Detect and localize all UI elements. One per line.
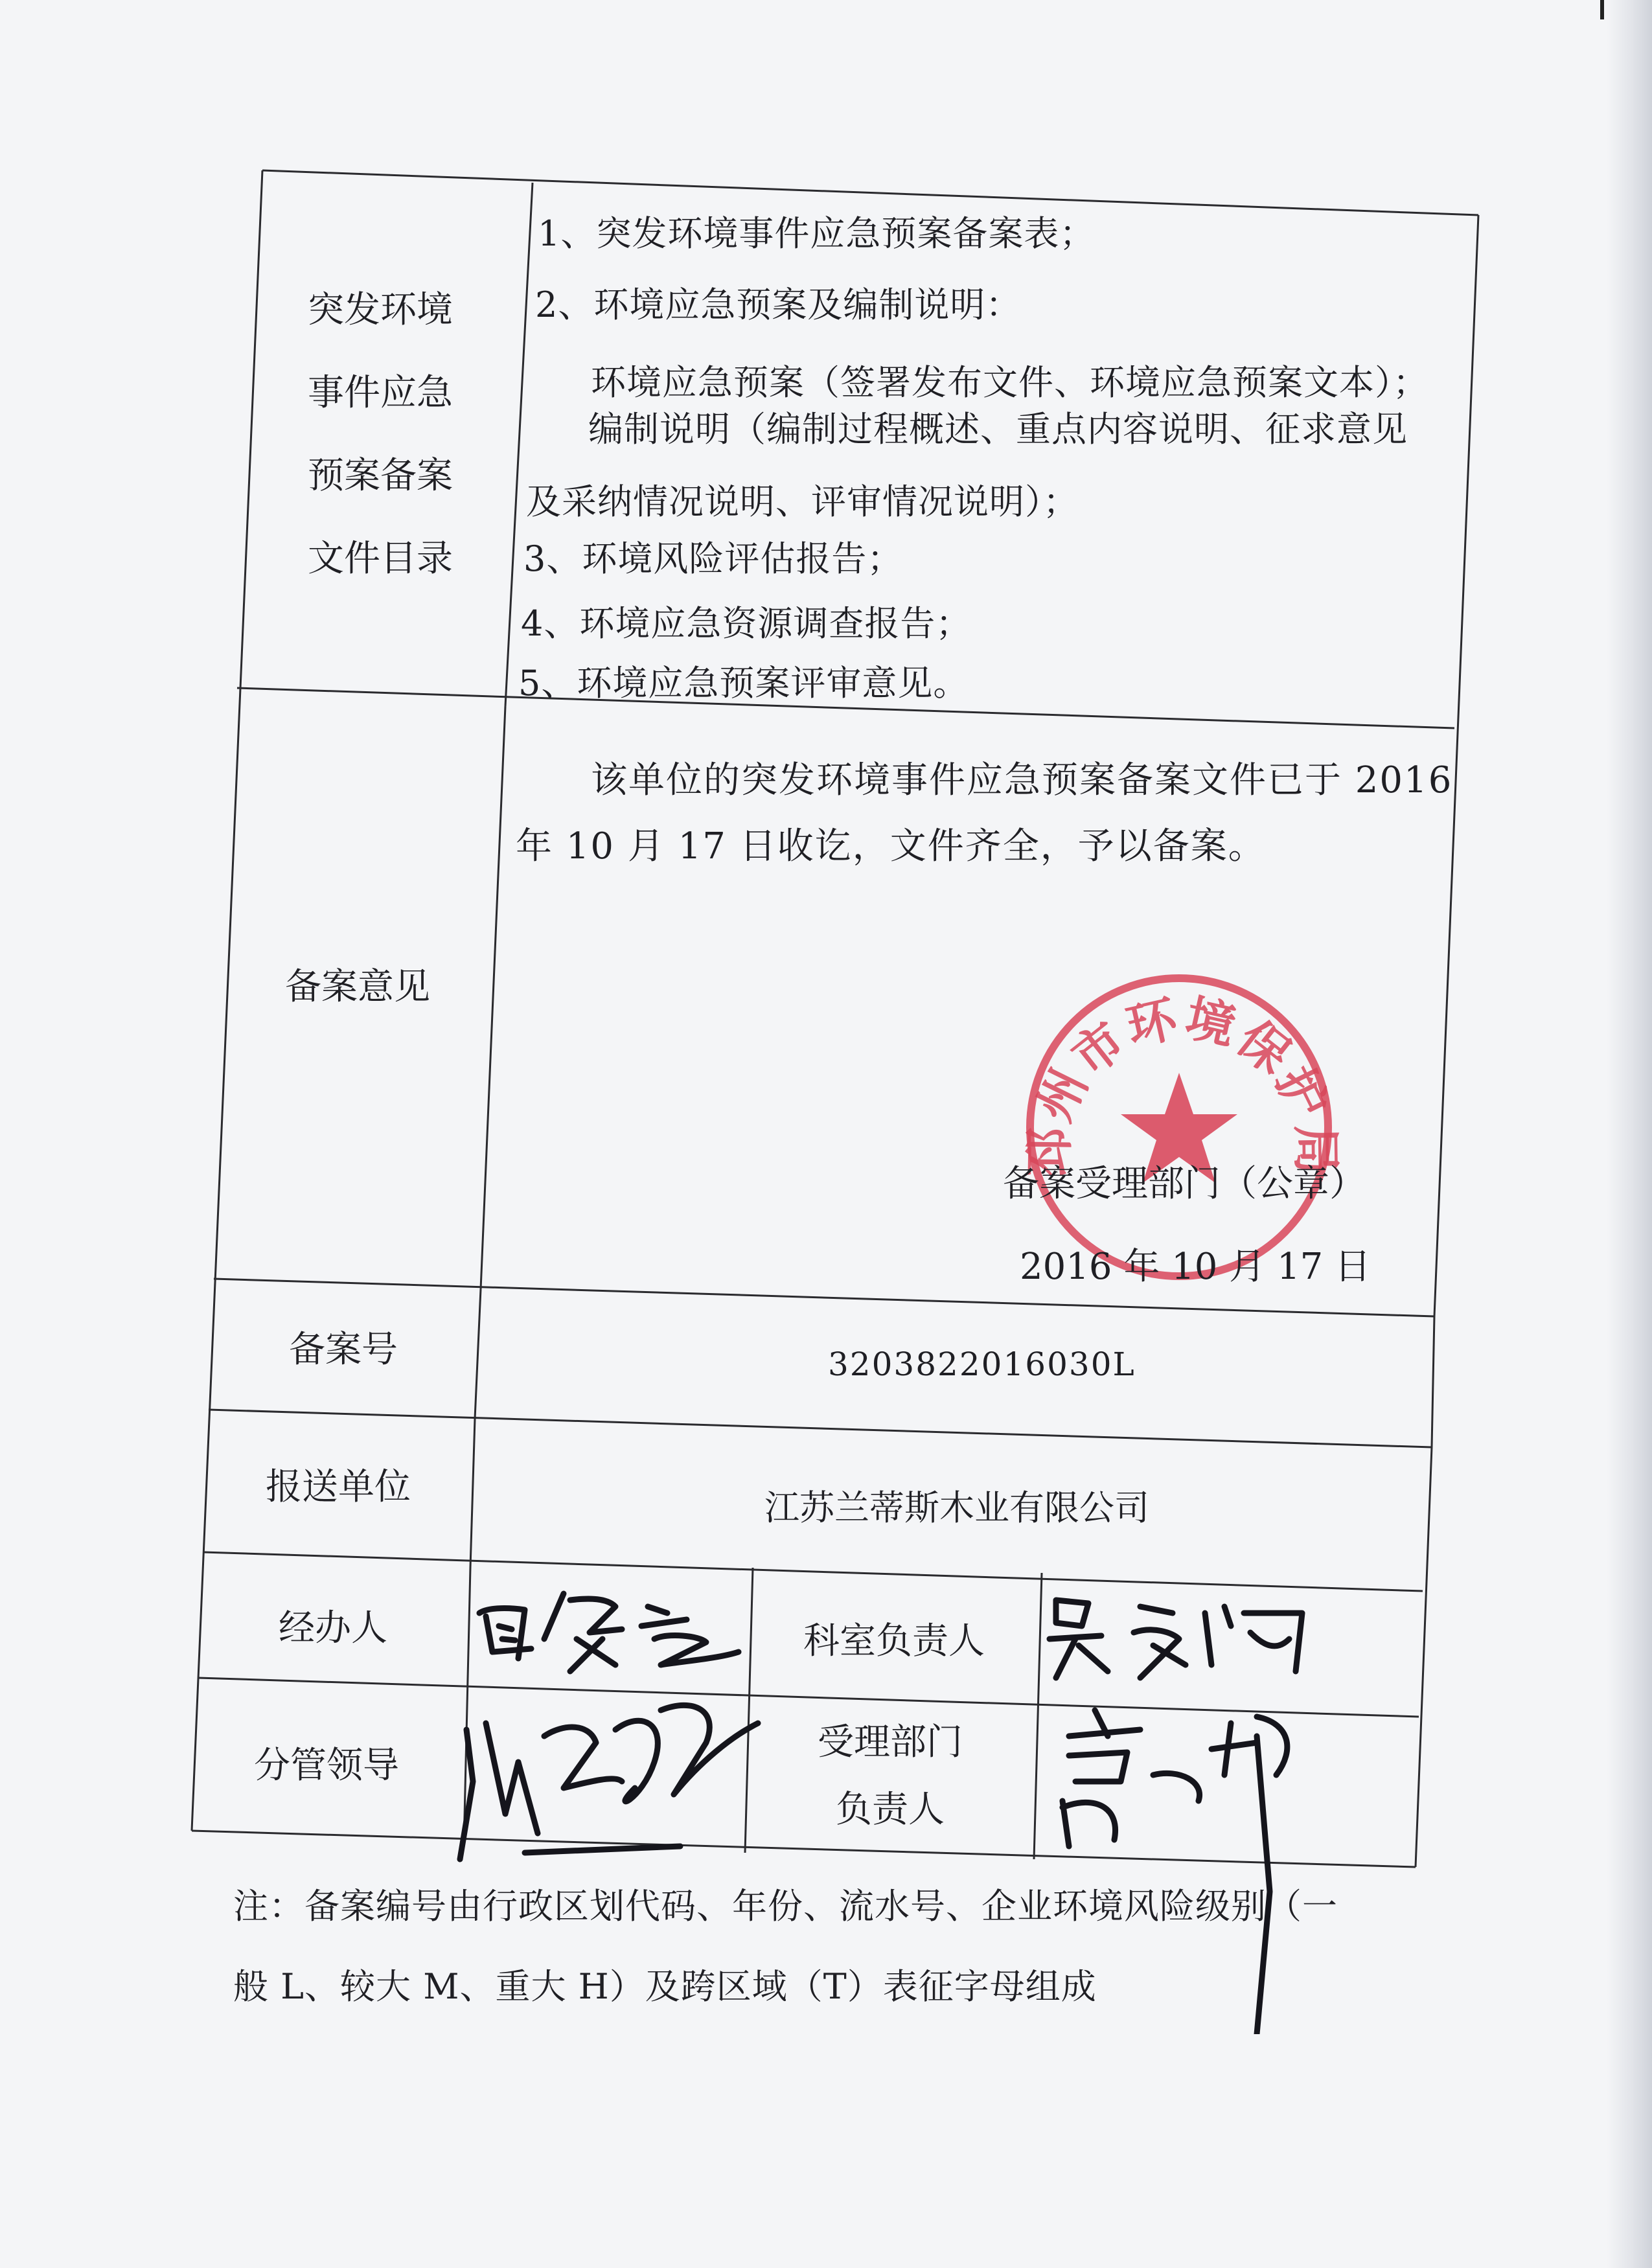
directory-item: 环境应急预案（签署发布文件、环境应急预案文本）； <box>591 362 1428 403</box>
opinion-date: 2016 年 10 月 17 日 <box>1020 1246 1371 1288</box>
record-no-label: 备案号 <box>289 1329 398 1371</box>
directory-item: 5、环境应急预案评审意见。 <box>518 663 969 704</box>
signature-leader <box>447 1684 771 1879</box>
dept-head-label: 受理部门 <box>818 1721 963 1763</box>
record-no-value: 3203822016030L <box>828 1346 1136 1383</box>
directory-item: 4、环境应急资源调查报告； <box>521 603 972 644</box>
directory-label-line: 预案备案 <box>308 455 453 497</box>
opinion-label: 备案意见 <box>285 966 430 1008</box>
directory-label-line: 事件应急 <box>308 372 453 414</box>
directory-item: 及采纳情况说明、评审情况说明）； <box>526 481 1079 522</box>
signature-section-head <box>1043 1587 1315 1684</box>
paper-edge <box>1607 0 1652 2268</box>
leader-label: 分管领导 <box>254 1745 399 1787</box>
directory-item: 3、环境风险评估报告； <box>523 538 903 579</box>
opinion-dept: 备案受理部门（公章） <box>1003 1163 1366 1205</box>
directory-item: 编制说明（编制过程概述、重点内容说明、征求意见 <box>588 409 1408 450</box>
directory-item: 1、突发环境事件应急预案备案表； <box>538 213 1096 254</box>
seal-text: 邳州市环境保护局 <box>1021 991 1344 1178</box>
section-head-label: 科室负责人 <box>803 1620 985 1662</box>
note-line: 注：备案编号由行政区划代码、年份、流水号、企业环境风险级别（一 <box>233 1886 1338 1927</box>
submitter-value: 江苏兰蒂斯木业有限公司 <box>764 1487 1149 1528</box>
directory-label <box>273 269 487 601</box>
edge-mark <box>1600 0 1604 19</box>
opinion-text-line: 年 10 月 17 日收讫，文件齐全，予以备案。 <box>516 825 1266 867</box>
note-line: 般 L、较大 M、重大 H）及跨区域（T）表征字母组成 <box>233 1966 1097 2007</box>
opinion-text-line: 该单位的突发环境事件应急预案备案文件已于 2016 <box>591 759 1453 801</box>
dept-head-label: 负责人 <box>836 1789 945 1831</box>
directory-item: 2、环境应急预案及编制说明： <box>535 284 1022 325</box>
handler-label: 经办人 <box>279 1607 387 1649</box>
submitter-label: 报送单位 <box>266 1466 411 1508</box>
signature-handler <box>473 1581 745 1684</box>
directory-label-line: 文件目录 <box>308 538 453 580</box>
directory-label-line: 突发环境 <box>308 289 453 331</box>
